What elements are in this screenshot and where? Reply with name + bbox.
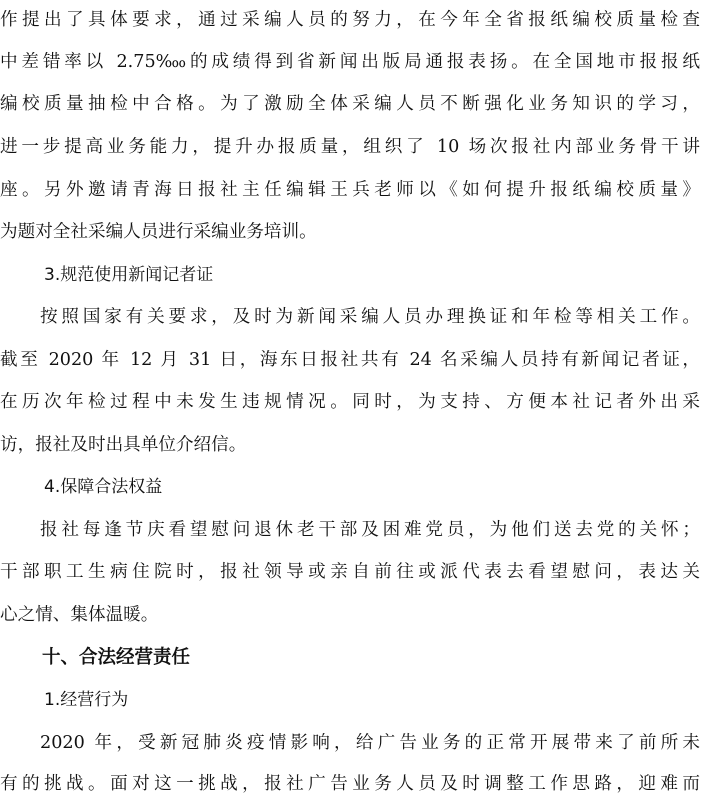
text-line: 按照国家有关要求，及时为新闻采编人员办理换证和年检等相关工作。 xyxy=(40,307,700,327)
text-line: 座。另外邀请青海日报社主任编辑王兵老师以《如何提升报纸编校质量》 xyxy=(0,180,700,200)
text-line: 在历次年检过程中未发生违规情况。同时，为支持、方便本社记者外出采 xyxy=(0,392,700,412)
text-line: 截至 2020 年 12 月 31 日，海东日报社共有 24 名采编人员持有新闻记者证， xyxy=(0,350,700,370)
text-line: 作提出了具体要求，通过采编人员的努力，在今年全省报纸编校质量检查 xyxy=(0,10,700,30)
subheading-legal-rights: 4.保障合法权益 xyxy=(44,477,163,497)
text-line: 干部职工生病住院时，报社领导或亲自前往或派代表去看望慰问，表达关 xyxy=(0,562,700,582)
text-line: 编校质量抽检中合格。为了激励全体采编人员不断强化业务知识的学习， xyxy=(0,94,700,114)
subheading-business-conduct: 1.经营行为 xyxy=(44,690,129,710)
text-line: 中差错率以 2.75‱的成绩得到省新闻出版局通报表扬。在全国地市报报纸 xyxy=(0,52,700,72)
subheading-press-card: 3.规范使用新闻记者证 xyxy=(44,265,214,285)
text-line: 进一步提高业务能力，提升办报质量，组织了 10 场次报社内部业务骨干讲 xyxy=(0,137,700,157)
text-line: 2020 年，受新冠肺炎疫情影响，给广告业务的正常开展带来了前所未 xyxy=(40,733,700,753)
text-line: 为题对全社采编人员进行采编业务培训。 xyxy=(0,222,317,242)
text-line: 访，报社及时出具单位介绍信。 xyxy=(0,435,247,455)
text-line: 有的挑战。面对这一挑战，报社广告业务人员及时调整工作思路，迎难而 xyxy=(0,774,700,794)
text-line: 报社每逢节庆看望慰问退休老干部及困难党员，为他们送去党的关怀； xyxy=(40,520,700,540)
section-heading: 十、合法经营责任 xyxy=(42,647,191,668)
text-line: 心之情、集体温暖。 xyxy=(0,605,159,625)
